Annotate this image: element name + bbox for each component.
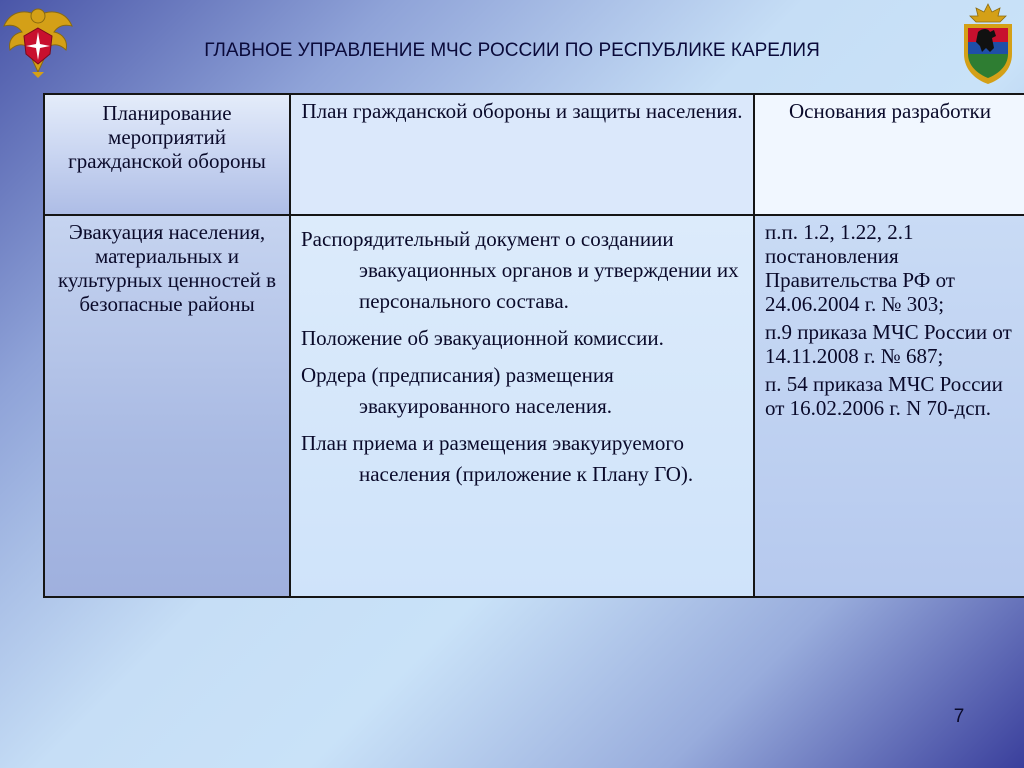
basis-item: п.9 приказа МЧС России от 14.11.2008 г. № 687; (765, 320, 1012, 368)
table-row (44, 215, 1024, 597)
basis-item: п. 54 приказа МЧС России от 16.02.2006 г. N 70-дсп. (765, 372, 1003, 420)
document-item: Распорядительный документ о созданиии эвакуационных органов и утверждении их персонального состава. (301, 227, 739, 313)
document-item: Ордера (предписания) размещения эвакуированного населения. (301, 363, 614, 418)
header-activity: Планирование мероприятий гражданской обороны (44, 94, 290, 215)
table-header-row (44, 94, 1024, 215)
karelia-coat-of-arms-icon (958, 2, 1018, 86)
civil-defense-table (43, 93, 1024, 598)
basis-item: п.п. 1.2, 1.22, 2.1 постановления Правительства РФ от 24.06.2004 г. № 303; (765, 220, 955, 316)
header-plan: План гражданской обороны и защиты населения. (290, 94, 754, 215)
activity-cell: Эвакуация населения, материальных и культурных ценностей в безопасные районы (44, 215, 290, 597)
document-item: План приема и размещения эвакуируемого населения (приложение к Плану ГО). (301, 431, 694, 486)
header-title: ГЛАВНОЕ УПРАВЛЕНИЕ МЧС РОССИИ ПО РЕСПУБЛИКЕ КАРЕЛИЯ (204, 40, 820, 61)
page-number: 7 (953, 706, 965, 727)
document-item: Положение об эвакуационной комиссии. (301, 326, 664, 350)
bases-cell (754, 215, 1024, 597)
header-basis: Основания разработки (754, 94, 1024, 215)
documents-cell (290, 215, 754, 597)
